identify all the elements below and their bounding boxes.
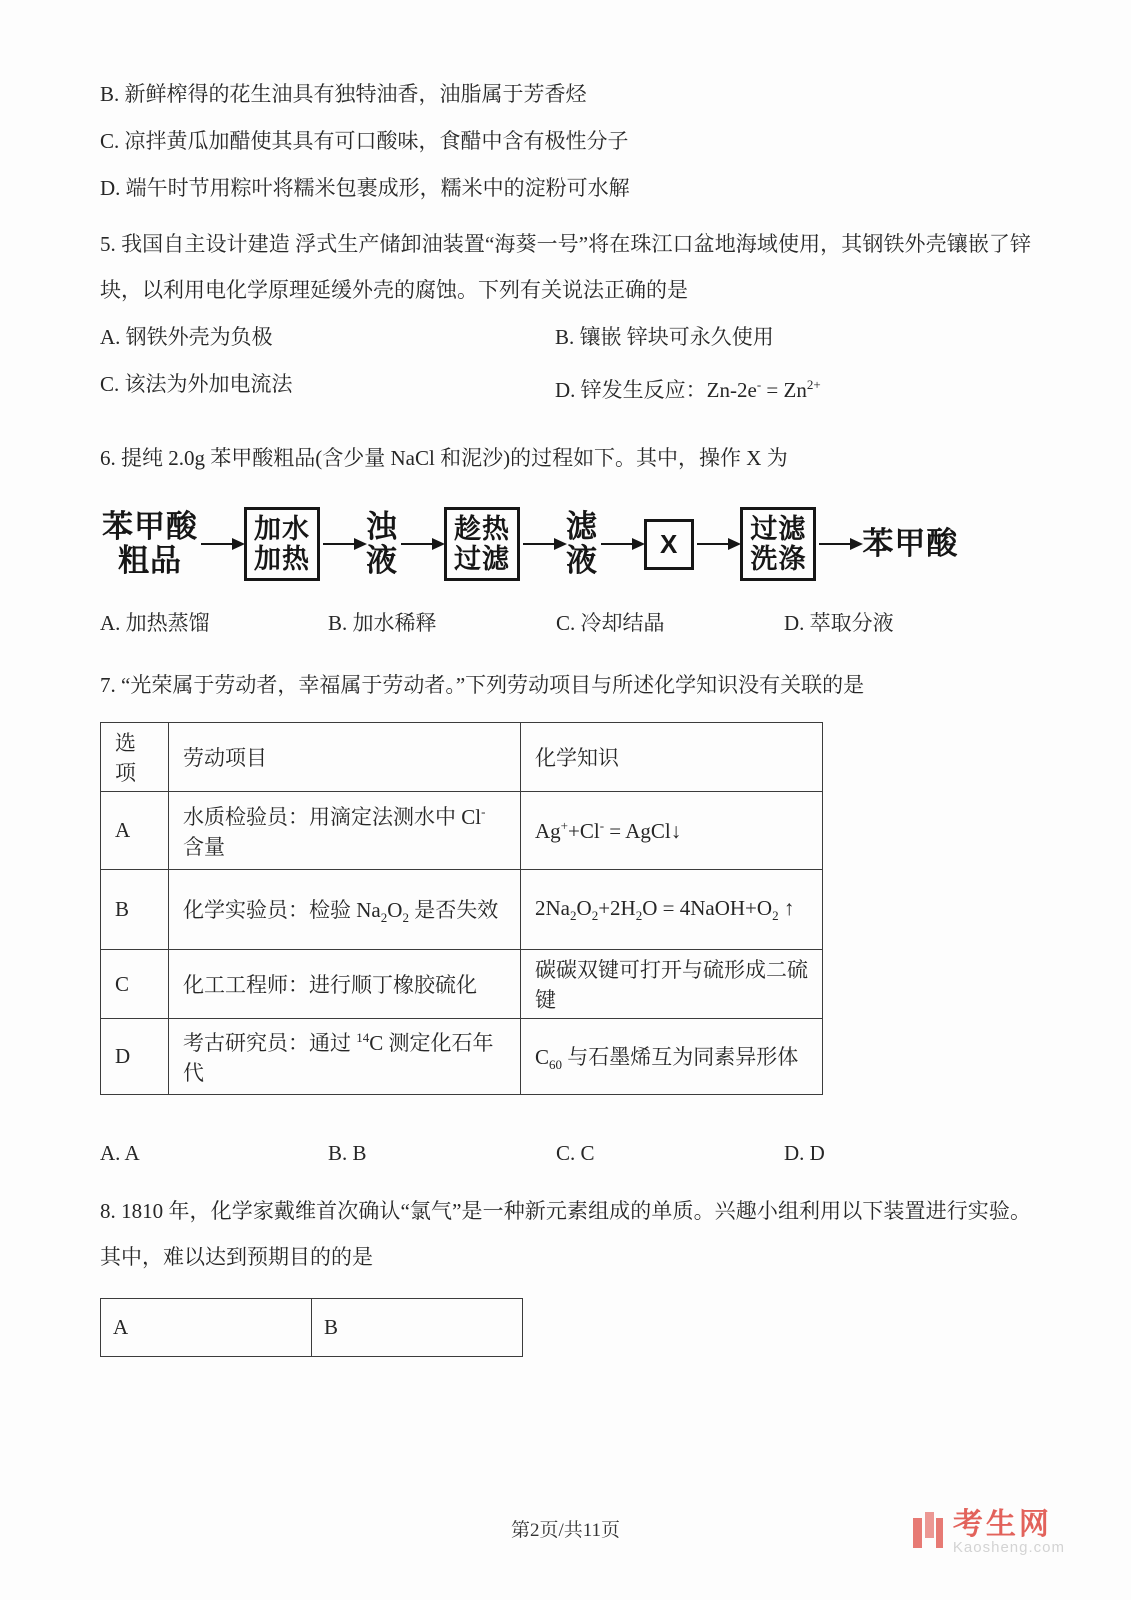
flow-filtrate-line1: 滤 — [566, 508, 598, 544]
q6-option-a: A. 加热蒸馏 — [100, 611, 210, 636]
table-header-cell: 劳动项目 — [169, 723, 521, 792]
page-number: 第2页/共11页 — [510, 1520, 621, 1541]
table-cell-option: B — [101, 870, 169, 950]
q8-apparatus-table — [100, 1298, 523, 1357]
q8-cell-a: A — [101, 1299, 312, 1357]
question-5 — [100, 221, 1031, 405]
flow-step1-line2: 加热 — [254, 544, 310, 575]
table-cell-job: 考古研究员：通过 $^{14}$C 测定化石年代 — [169, 1019, 521, 1095]
flow-operation-x-box — [644, 519, 694, 570]
question-4-options — [100, 80, 1031, 203]
flow-input-line1: 苯甲酸 — [102, 508, 198, 544]
table-header-cell: 化学知识 — [521, 723, 823, 792]
flow-filtrate-line2: 液 — [566, 543, 598, 579]
q7-option-d: D. D — [784, 1141, 825, 1166]
arrow-right-icon — [601, 543, 641, 545]
q7-table — [100, 722, 823, 1095]
table-cell-option: D — [101, 1019, 169, 1095]
q5-option-b: B. 镶嵌 锌块可永久使用 — [555, 325, 774, 349]
q7-option-c: C. C — [556, 1141, 595, 1166]
q5-stem: 5. 我国自主设计建造 浮式生产储卸油装置“海葵一号”将在珠江口盆地海域使用，其钢铁外壳镶嵌了锌块，以利用电化学原理延缓外壳的腐蚀。下列有关说法正确的是 — [100, 232, 1031, 302]
q7-stem: 7. “光荣属于劳动者，幸福属于劳动者。”下列劳动项目与所述化学知识没有关联的是 — [100, 673, 865, 698]
flow-step3-line1: 过滤 — [750, 514, 807, 544]
watermark-text — [953, 1509, 1065, 1556]
question-7 — [100, 662, 1031, 1168]
flow-input-line2: 粗品 — [118, 543, 182, 579]
flow-turbid-liquid-label — [366, 510, 398, 579]
q6-option-d: D. 萃取分液 — [784, 611, 894, 636]
flow-step3-line2: 洗涤 — [750, 544, 807, 575]
purification-flowchart — [102, 507, 1031, 581]
arrow-right-icon — [323, 543, 363, 545]
q5-option-a: A. 钢铁外壳为负极 — [100, 325, 273, 349]
flow-turbid-line2: 液 — [366, 543, 398, 579]
q6-stem: 6. 提纯 2.0g 苯甲酸粗品(含少量 NaCl 和泥沙)的过程如下。其中，操作 X 为 — [100, 446, 788, 470]
watermark-subtitle: Kaosheng.com — [952, 1539, 1065, 1557]
table-header-cell: 选项 — [101, 723, 169, 792]
table-cell-job: 水质检验员：用滴定法测水中 Cl- 含量 — [169, 792, 521, 870]
table-cell-chem: Ag++Cl- = AgCl↓ — [521, 792, 823, 870]
q7-table-header-row — [101, 723, 823, 792]
question-8 — [100, 1188, 1031, 1357]
table-row — [101, 1019, 823, 1095]
table-cell-chem: $C_{60}$ 与石墨烯互为同素异形体 — [521, 1019, 823, 1095]
q7-options — [100, 1139, 1031, 1168]
flow-output-line1: 苯甲酸 — [862, 525, 959, 561]
q4-option-c: C. 凉拌黄瓜加醋使其具有可口酸味，食醋中含有极性分子 — [100, 129, 629, 153]
table-row — [101, 792, 823, 870]
q6-option-c: C. 冷却结晶 — [556, 611, 665, 636]
q4-option-d: D. 端午时节用粽叶将糯米包裹成形，糯米中的淀粉可水解 — [100, 176, 630, 200]
flow-step-filter-wash — [740, 507, 816, 581]
flow-filtrate-label — [566, 510, 598, 579]
q8-stem: 8. 1810 年，化学家戴维首次确认“氯气”是一种新元素组成的单质。兴趣小组利用以下装置进行实验。其中，难以达到预期目的的是 — [100, 1199, 1031, 1270]
q6-option-b: B. 加水稀释 — [328, 611, 437, 636]
table-row — [101, 1299, 523, 1357]
q5-options — [100, 323, 1031, 405]
table-cell-chem: $2Na_2O_2+2H_2O$ = $4NaOH+O_2$ ↑ — [521, 870, 823, 950]
q5-option-d — [555, 370, 1031, 405]
table-cell-job: 化学实验员：检验 $Na_2O_2$ 是否失效 — [169, 870, 521, 950]
arrow-right-icon — [697, 543, 737, 545]
arrow-right-icon — [401, 543, 441, 545]
flow-step2-line1: 趁热 — [454, 514, 510, 544]
flow-x-label: X — [660, 528, 679, 559]
flow-step-add-water-heat — [244, 507, 320, 581]
arrow-right-icon — [819, 543, 859, 545]
q7-option-b: B. B — [328, 1141, 367, 1166]
q4-option-b: B. 新鲜榨得的花生油具有独特油香，油脂属于芳香烃 — [100, 82, 587, 106]
flow-step1-line1: 加水 — [254, 514, 310, 544]
table-cell-option: C — [101, 950, 169, 1019]
table-cell-job: 化工工程师：进行顺丁橡胶硫化 — [169, 950, 521, 1019]
q5-option-c: C. 该法为外加电流法 — [100, 372, 293, 396]
flow-input-label — [102, 510, 198, 579]
flow-step2-line2: 过滤 — [454, 544, 510, 575]
arrow-right-icon — [201, 543, 241, 545]
question-6 — [100, 435, 1031, 638]
q5-option-d-text: D. 锌发生反应： — [555, 378, 707, 402]
watermark-title: 考生网 — [952, 1507, 1052, 1541]
flow-step-hot-filter — [444, 507, 520, 581]
kaosheng-watermark — [911, 1509, 1065, 1556]
arrow-right-icon — [523, 543, 563, 545]
q6-options — [100, 609, 1031, 638]
q8-cell-b: B — [312, 1299, 523, 1357]
kaosheng-logo-icon — [911, 1512, 945, 1553]
q5-option-d-formula: $Zn-2e^- = Zn^{2+}$ — [706, 377, 821, 402]
table-row — [101, 870, 823, 950]
flow-output-label — [862, 527, 958, 562]
table-cell-chem: 碳碳双键可打开与硫形成二硫键 — [521, 950, 823, 1019]
q7-option-a: A. A — [100, 1141, 140, 1166]
flow-turbid-line1: 浊 — [366, 508, 398, 544]
table-row — [101, 950, 823, 1019]
table-cell-option: A — [101, 792, 169, 870]
